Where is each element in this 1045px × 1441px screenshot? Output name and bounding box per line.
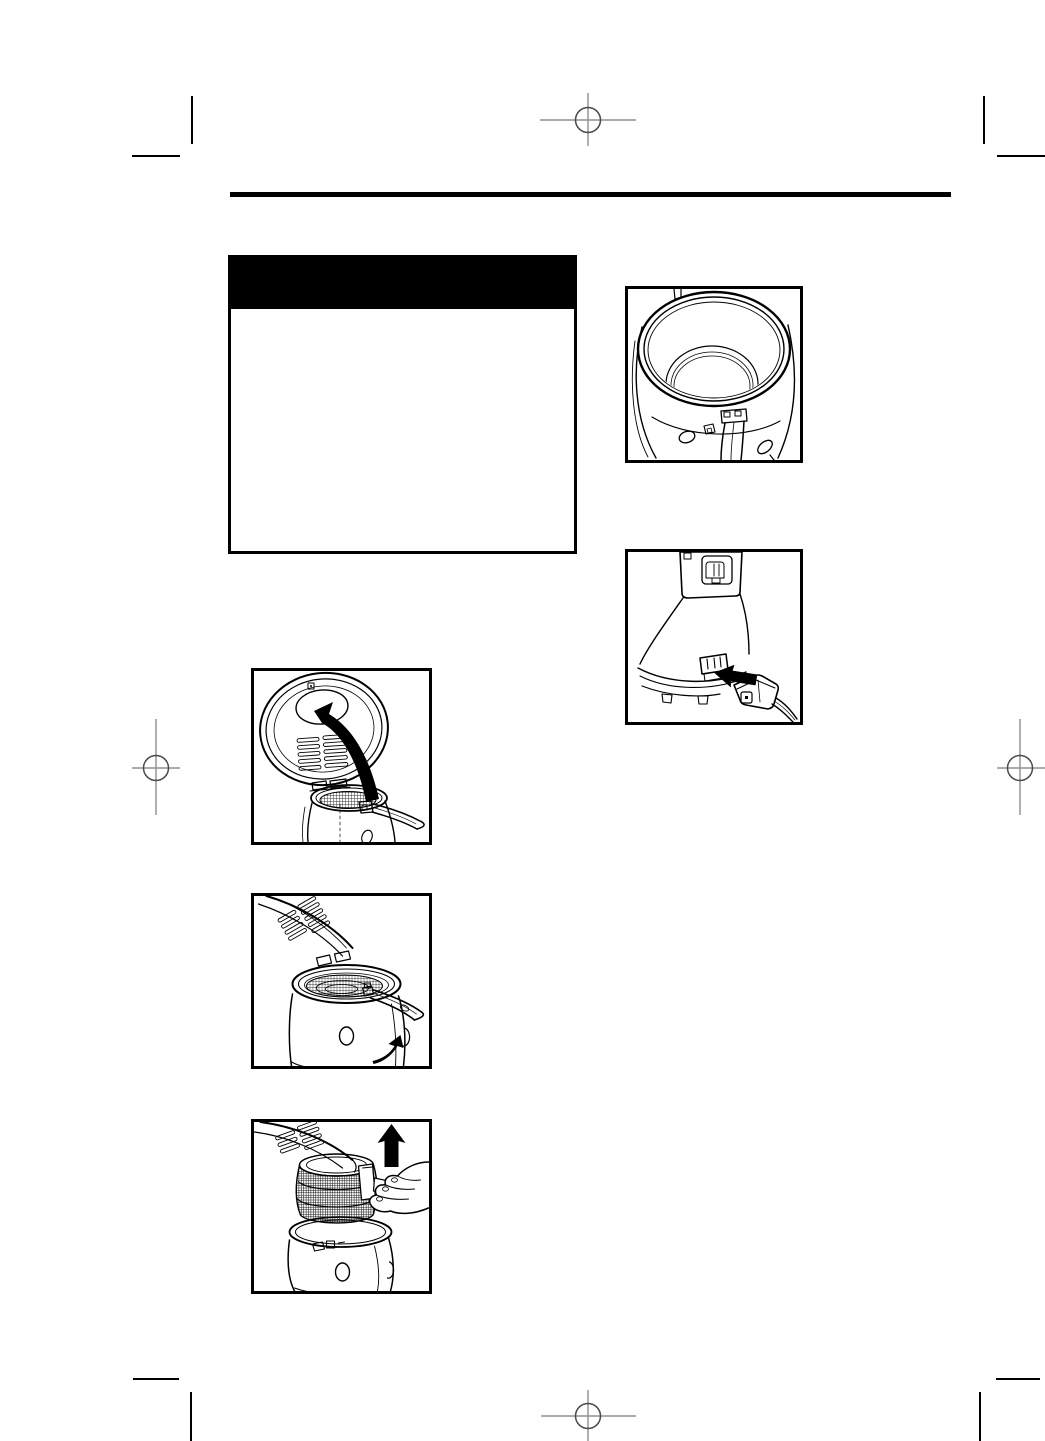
crop-mark-bottom-left-horizontal [133, 1378, 179, 1380]
warning-header-band [228, 255, 577, 309]
figure-plug-insertion [625, 549, 803, 725]
crop-mark-top-left-horizontal [132, 155, 180, 157]
warning-callout-box [228, 255, 577, 554]
crop-mark-top-right-horizontal [997, 155, 1045, 157]
crop-mark-top-right-vertical [983, 96, 985, 144]
registration-target-top-icon [538, 92, 638, 148]
crop-mark-top-left-vertical [191, 96, 193, 144]
plug-insertion-illustration [628, 552, 800, 722]
registration-target-bottom-icon [538, 1388, 638, 1441]
section-rule [230, 192, 951, 197]
figure-handle-unfolding [251, 893, 432, 1069]
crop-mark-bottom-left-vertical [190, 1392, 192, 1441]
crop-mark-bottom-right-vertical [979, 1392, 981, 1441]
basket-removal-illustration [254, 1122, 429, 1291]
crop-mark-bottom-right-horizontal [996, 1378, 1040, 1380]
figure-basket-removal [251, 1119, 432, 1294]
registration-target-left-icon [106, 718, 206, 818]
handle-unfolding-illustration [254, 896, 429, 1066]
figure-lid-opening [251, 668, 432, 845]
lid-opening-illustration [254, 671, 429, 842]
figure-fryer-top-view [625, 286, 803, 463]
fryer-top-view-illustration [628, 289, 800, 460]
registration-target-right-icon [970, 718, 1045, 818]
